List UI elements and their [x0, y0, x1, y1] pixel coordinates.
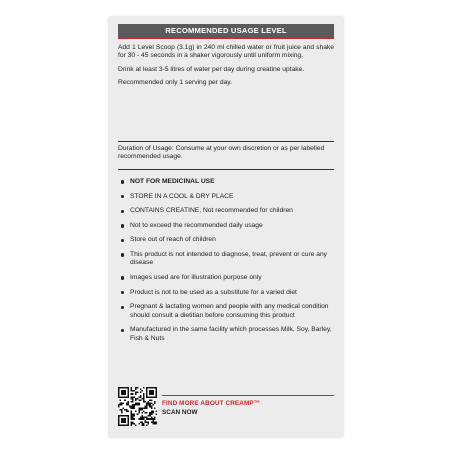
- warning-text: Store out of reach of children: [130, 236, 216, 244]
- warning-item: [121, 193, 333, 201]
- bullet-icon: [121, 195, 124, 198]
- bullet-icon: [121, 224, 124, 227]
- duration-of-usage: Duration of Usage: Consume at your own discretion or as per labelled recommended usage.: [118, 145, 325, 161]
- section-header: RECOMMENDED USAGE LEVEL: [118, 24, 334, 37]
- warning-text: STORE IN A COOL & DRY PLACE: [130, 192, 234, 200]
- warning-text: Not to exceed the recommended daily usage: [130, 221, 263, 229]
- bullet-icon: [121, 210, 124, 213]
- divider: [118, 169, 334, 170]
- promo-accent-line: [162, 395, 334, 396]
- warning-text: Product is not to be used as a substitute for a varied diet: [130, 288, 297, 296]
- usage-label-card: [109, 17, 343, 437]
- warning-text: CONTAINS CREATINE, Not recommended for children: [130, 207, 293, 215]
- bullet-icon: [121, 180, 124, 183]
- warning-item: [121, 178, 333, 186]
- warning-text: This product is not intended to diagnose, treat, prevent or cure any disease: [130, 250, 328, 267]
- usage-paragraph: Recommended only 1 serving per day.: [118, 79, 232, 87]
- usage-paragraph: Add 1 Level Scoop (3.1g) in 240 ml chilled water or fruit juice and shake for 30 - 45 seconds in a shaker vigorously until uniform mixing.: [118, 44, 334, 60]
- usage-instructions: [118, 44, 334, 93]
- qr-code-icon[interactable]: [118, 387, 157, 426]
- warnings-list: [121, 178, 333, 349]
- warning-item: [121, 326, 333, 343]
- warning-item: [121, 207, 333, 215]
- warning-text: Pregnant & lactating women and people with any medical condition should consult a dietitian before consuming this product: [130, 303, 329, 319]
- warning-item: [121, 222, 333, 230]
- bullet-icon: [121, 291, 124, 294]
- warning-item: [121, 251, 333, 268]
- divider: [118, 141, 334, 142]
- warning-item: [121, 303, 333, 320]
- header-accent-line: [118, 37, 334, 39]
- bullet-icon: [121, 239, 124, 242]
- warning-item: [121, 274, 333, 282]
- warning-item: [121, 236, 333, 244]
- scan-now-label: SCAN NOW: [162, 409, 198, 416]
- warning-text: Images used are for illustration purpose only: [130, 273, 262, 281]
- bullet-icon: [121, 276, 124, 279]
- find-more-link[interactable]: FIND MORE ABOUT CREAMP™: [162, 400, 261, 407]
- usage-paragraph: Drink at least 3-5 litres of water per day during creatine uptake.: [118, 65, 305, 73]
- bullet-icon: [121, 306, 124, 309]
- bullet-icon: [121, 253, 124, 256]
- warning-text: NOT FOR MEDICINAL USE: [130, 178, 215, 185]
- warning-item: [121, 289, 333, 297]
- bullet-icon: [121, 329, 124, 332]
- warning-text: Manufactured in the same facility which processes Milk, Soy, Barley, Fish & Nuts: [130, 326, 332, 342]
